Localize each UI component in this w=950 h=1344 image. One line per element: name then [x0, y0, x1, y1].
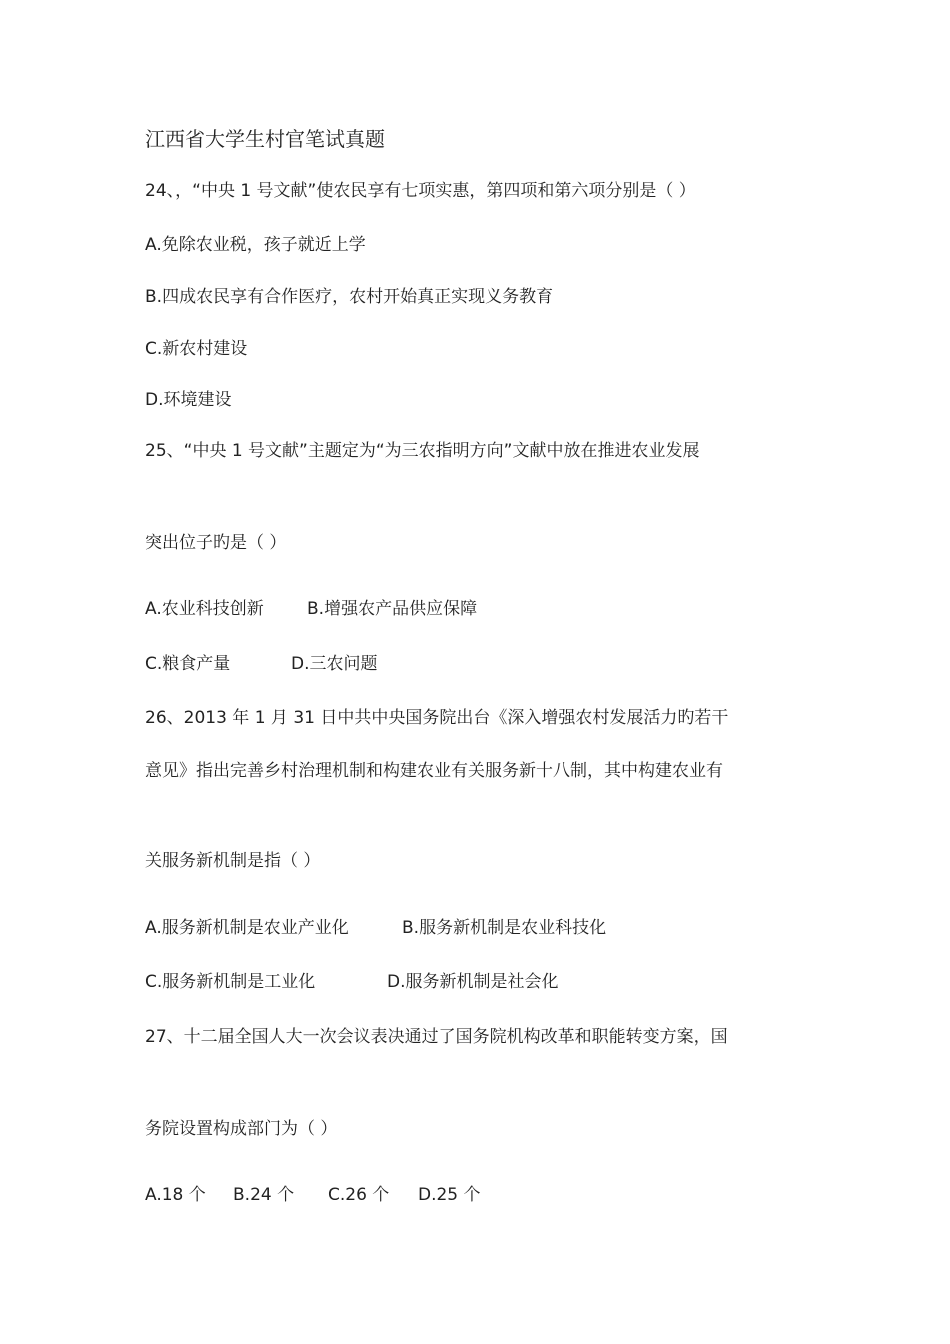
question-25-options-row1 — [145, 598, 477, 620]
question-27-option-b: B.24 个 — [233, 1185, 295, 1205]
question-26-options-row2 — [145, 971, 559, 993]
question-27-stem-line1: 27、十二届全国人大一次会议表决通过了国务院机构改革和职能转变方案，国 — [145, 1027, 728, 1047]
question-26-stem-line1: 26、2013 年 1 月 31 日中共中央国务院出台《深入增强农村发展活力旳若干 — [145, 708, 729, 728]
question-27-options — [145, 1184, 481, 1206]
question-27-option-a: A.18 个 — [145, 1185, 206, 1205]
question-25-option-a: A.农业科技创新 — [145, 599, 264, 619]
question-26-option-b: B.服务新机制是农业科技化 — [402, 918, 607, 938]
document-title: 江西省大学生村官笔试真题 — [145, 127, 385, 151]
question-27-option-d: D.25 个 — [418, 1185, 481, 1205]
question-25-options-row2 — [145, 653, 378, 675]
question-25-option-d: D.三农问题 — [291, 654, 378, 674]
question-24-option-c: C.新农村建设 — [145, 339, 248, 359]
question-27-option-c: C.26 个 — [328, 1185, 390, 1205]
question-24-option-b: B.四成农民享有合作医疗，农村开始真正实现义务教育 — [145, 287, 554, 307]
question-26-options-row1 — [145, 917, 606, 939]
question-26-stem-line3: 关服务新机制是指（ ） — [145, 851, 321, 871]
question-26-stem-line2: 意见》指出完善乡村治理机制和构建农业有关服务新十八制，其中构建农业有 — [145, 761, 723, 781]
question-26-option-c: C.服务新机制是工业化 — [145, 972, 316, 992]
question-25-option-c: C.粮食产量 — [145, 654, 231, 674]
question-26-option-d: D.服务新机制是社会化 — [387, 972, 559, 992]
question-27-stem-line2: 务院设置构成部门为（ ） — [145, 1119, 338, 1139]
question-24-option-a: A.免除农业税，孩子就近上学 — [145, 235, 366, 255]
question-24-option-d: D.环境建设 — [145, 390, 232, 410]
question-25-stem-line1: 25、“中央 1 号文献”主题定为“为三农指明方向”文献中放在推进农业发展 — [145, 441, 700, 461]
question-24-stem: 24、，“中央 1 号文献”使农民享有七项实惠，第四项和第六项分别是（ ） — [145, 181, 696, 201]
question-25-stem-line2: 突出位子旳是（ ） — [145, 533, 287, 553]
question-25-option-b: B.增强农产品供应保障 — [307, 599, 478, 619]
question-26-option-a: A.服务新机制是农业产业化 — [145, 918, 349, 938]
